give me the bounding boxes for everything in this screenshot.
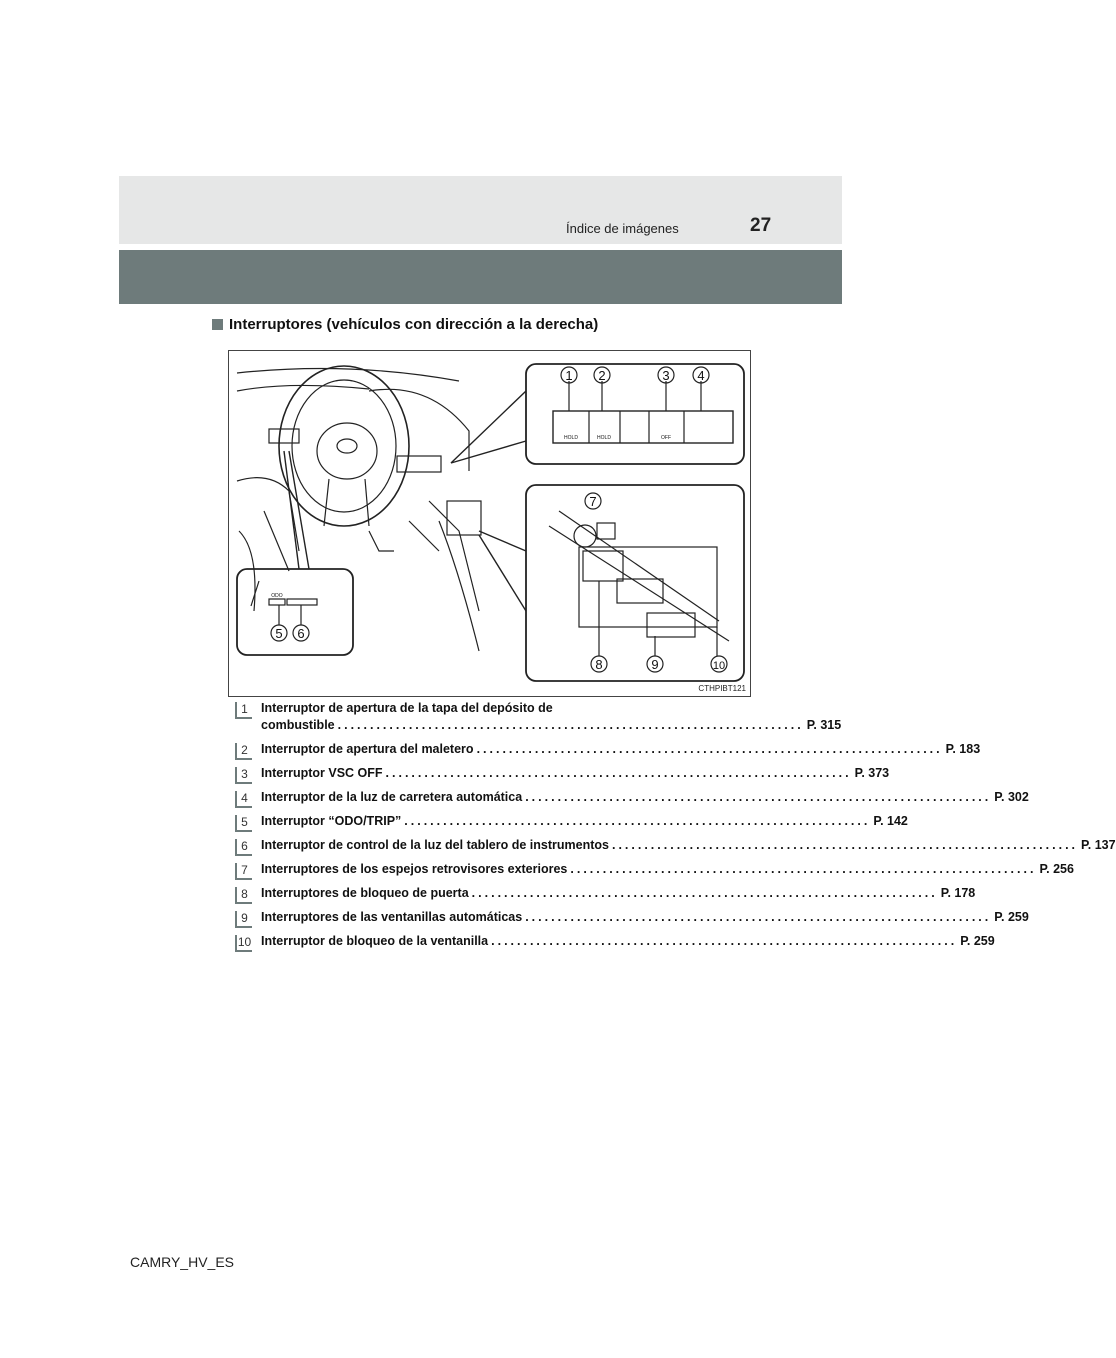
list-item: 10 Interruptor de bloqueo de la ventanilla ........................................................................ P. 259 — [235, 933, 725, 950]
list-item: 5 Interruptor “ODO/TRIP” ........................................................................ P. 142 — [235, 813, 725, 830]
callout-6: 6 — [297, 626, 305, 641]
heading-text: Interruptores (vehículos con dirección a la derecha) — [229, 316, 599, 333]
item-text: Interruptor “ODO/TRIP” — [261, 814, 402, 828]
item-number: 5 — [235, 815, 252, 832]
item-page-ref: P. 302 — [994, 790, 1029, 804]
callout-5: 5 — [275, 626, 283, 641]
item-number: 4 — [235, 791, 252, 808]
item-text: Interruptor de control de la luz del tablero de instrumentos — [261, 838, 609, 852]
item-page-ref: P. 259 — [994, 910, 1029, 924]
item-text: Interruptor de apertura del maletero — [261, 742, 474, 756]
callout-8: 8 — [595, 657, 603, 672]
item-text: Interruptores de bloqueo de puerta — [261, 886, 469, 900]
list-item: 3 Interruptor VSC OFF ........................................................................ P. 373 — [235, 765, 725, 782]
item-number: 7 — [235, 863, 252, 880]
switches-illustration — [228, 350, 751, 697]
item-number: 6 — [235, 839, 252, 856]
callout-2: 2 — [598, 368, 606, 383]
item-page-ref: P. 259 — [960, 934, 995, 948]
page-number: 27 — [750, 215, 772, 236]
item-number: 9 — [235, 911, 252, 928]
item-number: 1 — [235, 702, 252, 719]
callout-1: 1 — [565, 368, 573, 383]
footer-doc-id: CAMRY_HV_ES — [130, 1254, 235, 1270]
item-text: Interruptores de las ventanillas automáticas — [261, 910, 523, 924]
odo-label: ODO — [271, 593, 283, 599]
illustration-svg — [229, 351, 750, 696]
callout-7: 7 — [589, 494, 597, 509]
item-text-line1: Interruptor de apertura de la tapa del depósito de — [261, 701, 553, 715]
list-item: 6 Interruptor de control de la luz del tablero de instrumentos ........................................................................ P. 137 — [235, 837, 725, 854]
list-item: 4 Interruptor de la luz de carretera automática ........................................................................ P. 302 — [235, 789, 725, 806]
item-page-ref: P. 256 — [1039, 862, 1074, 876]
header-band-dark — [119, 250, 842, 304]
item-page-ref: P. 142 — [873, 814, 908, 828]
list-item: 7 Interruptores de los espejos retrovisores exteriores ........................................................................ P. 256 — [235, 861, 725, 878]
list-item: 1 Interruptor de apertura de la tapa del depósito de combustible ........................................................................ P. 315 — [235, 700, 725, 734]
item-number: 8 — [235, 887, 252, 904]
item-page-ref: P. 373 — [854, 766, 890, 780]
callout-10: 10 — [712, 660, 726, 672]
section-heading — [212, 316, 598, 333]
header-band-light — [119, 176, 842, 244]
heading-square-icon — [212, 319, 223, 330]
hold-label-2: HOLD — [597, 435, 611, 441]
item-number: 2 — [235, 743, 252, 760]
figure-code: CTHPIBT121 — [698, 684, 746, 693]
hold-label-1: HOLD — [564, 435, 578, 441]
item-text: combustible — [261, 718, 335, 732]
callout-3: 3 — [662, 368, 670, 383]
list-item: 9 Interruptores de las ventanillas automáticas ........................................................................ P. 259 — [235, 909, 725, 926]
item-list — [235, 700, 1116, 957]
item-page-ref: P. 183 — [945, 742, 981, 756]
item-number: 3 — [235, 767, 252, 784]
off-label: OFF — [661, 435, 671, 441]
item-text: Interruptor VSC OFF — [261, 766, 383, 780]
item-page-ref: P. 137 — [1081, 838, 1116, 852]
item-number: 10 — [235, 935, 252, 952]
item-text: Interruptor de bloqueo de la ventanilla — [261, 934, 489, 948]
item-text: Interruptores de los espejos retrovisores exteriores — [261, 862, 568, 876]
section-name: Índice de imágenes — [566, 221, 679, 236]
list-item: 2 Interruptor de apertura del maletero ........................................................................ P. 183 — [235, 741, 725, 758]
item-page-ref: P. 178 — [940, 886, 976, 900]
item-text: Interruptor de la luz de carretera automática — [261, 790, 523, 804]
callout-4: 4 — [697, 368, 705, 383]
item-page-ref: P. 315 — [806, 718, 842, 732]
callout-9: 9 — [651, 657, 659, 672]
list-item: 8 Interruptores de bloqueo de puerta ........................................................................ P. 178 — [235, 885, 725, 902]
